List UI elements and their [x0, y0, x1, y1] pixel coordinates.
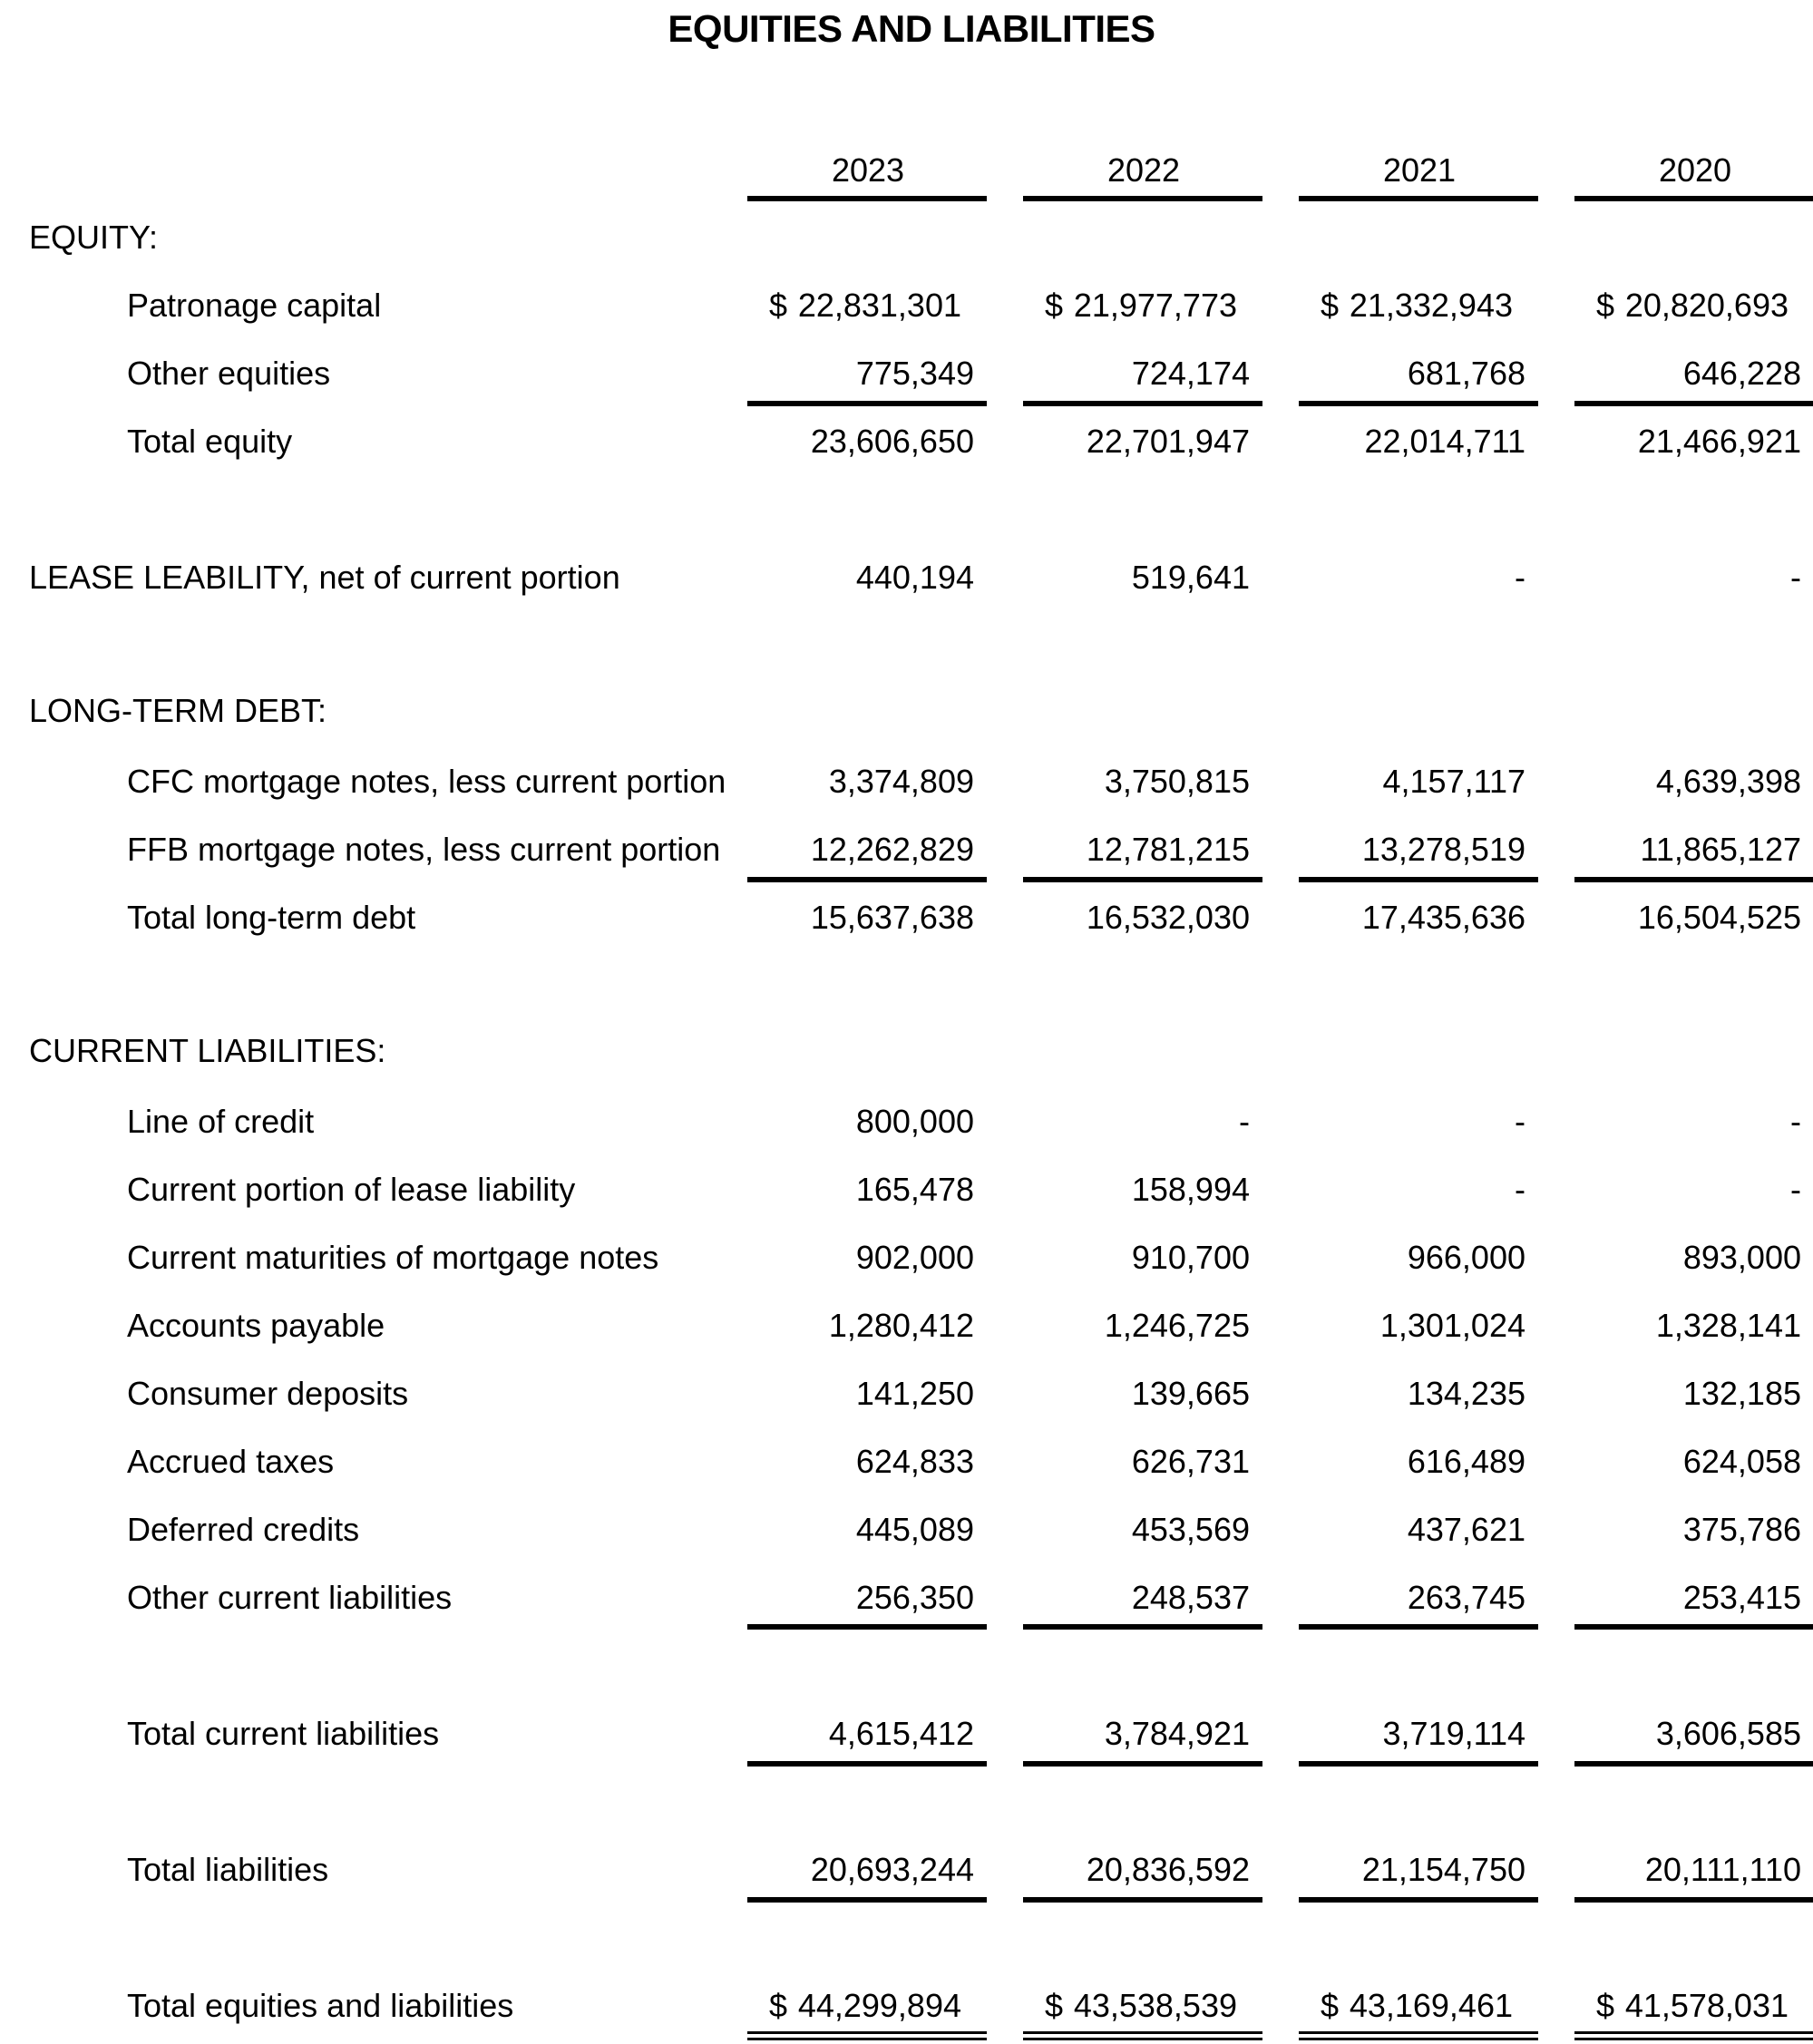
row-label-accounts-payable: Accounts payable: [127, 1307, 385, 1344]
cell-value: 20,693,244: [810, 1851, 974, 1888]
header-rule: [1574, 196, 1813, 201]
row-label-other-equities: Other equities: [127, 355, 331, 392]
cell-value: 12,781,215: [1086, 831, 1250, 868]
cell-value: 22,701,947: [1086, 423, 1250, 460]
cell-value: 21,154,750: [1361, 1851, 1525, 1888]
cell-value: 910,700: [1131, 1239, 1250, 1276]
double-rule: [1023, 2031, 1262, 2040]
row-label-consumer-deposits: Consumer deposits: [127, 1375, 409, 1412]
subtotal-rule: [1299, 401, 1538, 406]
subtotal-rule: [1299, 1761, 1538, 1767]
subtotal-rule: [1023, 1897, 1262, 1903]
subtotal-rule: [1574, 1624, 1813, 1630]
cell-value: 13,278,519: [1361, 831, 1525, 868]
cell-value: -: [1515, 559, 1525, 596]
currency-symbol: $: [1596, 287, 1615, 324]
subtotal-rule: [1023, 877, 1262, 882]
year-header: 2021: [1382, 151, 1457, 189]
subtotal-rule: [747, 401, 987, 406]
cell-value: 624,058: [1682, 1443, 1801, 1480]
currency-symbol: $: [769, 1987, 788, 2024]
cell-value: -: [1790, 559, 1801, 596]
cell-value: 248,537: [1131, 1579, 1250, 1616]
cell-value: 20,836,592: [1086, 1851, 1250, 1888]
row-label-total-liabilities: Total liabilities: [127, 1851, 329, 1888]
double-rule: [1299, 2031, 1538, 2040]
subtotal-rule: [1023, 401, 1262, 406]
cell-value: 375,786: [1682, 1511, 1801, 1548]
cell-value: 902,000: [855, 1239, 974, 1276]
currency-symbol: $: [769, 287, 788, 324]
cell-value: 21,332,943: [1349, 287, 1513, 324]
cell-value: 22,014,711: [1364, 423, 1525, 460]
cell-value: 21,466,921: [1637, 423, 1801, 460]
cell-value: 139,665: [1131, 1375, 1250, 1412]
row-label-accrued-taxes: Accrued taxes: [127, 1443, 335, 1480]
section-lease: LEASE LEABILITY, net of current portion: [29, 559, 620, 596]
cell-value: 1,328,141: [1655, 1307, 1801, 1344]
cell-value: 453,569: [1131, 1511, 1250, 1548]
currency-symbol: $: [1045, 1987, 1064, 2024]
subtotal-rule: [1299, 877, 1538, 882]
cell-value: 4,639,398: [1655, 763, 1801, 800]
subtotal-rule: [1574, 877, 1813, 882]
subtotal-rule: [747, 1624, 987, 1630]
cell-value: 41,578,031: [1624, 1987, 1789, 2024]
cell-value: -: [1515, 1103, 1525, 1140]
cell-value: 158,994: [1131, 1171, 1250, 1208]
subtotal-rule: [1574, 401, 1813, 406]
row-label-total-long-term-debt: Total long-term debt: [127, 899, 416, 936]
cell-value: 1,301,024: [1379, 1307, 1525, 1344]
section-long-term-debt: LONG-TERM DEBT:: [29, 692, 327, 729]
currency-symbol: $: [1045, 287, 1064, 324]
cell-value: -: [1790, 1171, 1801, 1208]
cell-value: 15,637,638: [810, 899, 974, 936]
cell-value: 3,750,815: [1104, 763, 1250, 800]
subtotal-rule: [747, 1897, 987, 1903]
row-label-total-equities-liabilities: Total equities and liabilities: [127, 1987, 514, 2024]
cell-value: 21,977,773: [1073, 287, 1237, 324]
cell-value: 43,169,461: [1349, 1987, 1513, 2024]
cell-value: 4,157,117: [1382, 763, 1525, 800]
double-rule: [747, 2031, 987, 2040]
cell-value: 17,435,636: [1361, 899, 1525, 936]
row-label-deferred-credits: Deferred credits: [127, 1511, 360, 1548]
cell-value: 1,280,412: [828, 1307, 974, 1344]
cell-value: 20,820,693: [1624, 287, 1789, 324]
row-label-line-of-credit: Line of credit: [127, 1103, 315, 1140]
row-label-other-current: Other current liabilities: [127, 1579, 453, 1616]
cell-value: 132,185: [1682, 1375, 1801, 1412]
section-equity: EQUITY:: [29, 219, 159, 256]
cell-value: 3,374,809: [828, 763, 974, 800]
cell-value: 263,745: [1407, 1579, 1525, 1616]
subtotal-rule: [1023, 1761, 1262, 1767]
page-title: EQUITIES AND LIABILITIES: [668, 7, 1155, 50]
cell-value: 800,000: [855, 1103, 974, 1140]
cell-value: -: [1239, 1103, 1250, 1140]
cell-value: 23,606,650: [810, 423, 974, 460]
cell-value: 1,246,725: [1104, 1307, 1250, 1344]
cell-value: 437,621: [1407, 1511, 1525, 1548]
cell-value: -: [1790, 1103, 1801, 1140]
cell-value: 253,415: [1682, 1579, 1801, 1616]
currency-symbol: $: [1321, 1987, 1340, 2024]
subtotal-rule: [1574, 1897, 1813, 1903]
cell-value: 626,731: [1131, 1443, 1250, 1480]
row-label-current-lease: Current portion of lease liability: [127, 1171, 576, 1208]
cell-value: 256,350: [855, 1579, 974, 1616]
header-rule: [1023, 196, 1262, 201]
cell-value: 646,228: [1682, 355, 1801, 392]
cell-value: 43,538,539: [1073, 1987, 1237, 2024]
section-current-liabilities: CURRENT LIABILITIES:: [29, 1032, 386, 1069]
cell-value: 11,865,127: [1640, 831, 1801, 868]
row-label-current-maturities: Current maturities of mortgage notes: [127, 1239, 659, 1276]
subtotal-rule: [1299, 1624, 1538, 1630]
subtotal-rule: [1574, 1761, 1813, 1767]
header-rule: [747, 196, 987, 201]
year-header: 2022: [1106, 151, 1181, 189]
row-label-patronage-capital: Patronage capital: [127, 287, 382, 324]
cell-value: 3,606,585: [1655, 1715, 1801, 1752]
year-header: 2023: [831, 151, 905, 189]
cell-value: 445,089: [855, 1511, 974, 1548]
cell-value: 141,250: [855, 1375, 974, 1412]
row-label-cfc-mortgage: CFC mortgage notes, less current portion: [127, 763, 726, 800]
cell-value: 893,000: [1682, 1239, 1801, 1276]
cell-value: 966,000: [1407, 1239, 1525, 1276]
cell-value: 724,174: [1131, 355, 1250, 392]
cell-value: -: [1515, 1171, 1525, 1208]
cell-value: 44,299,894: [797, 1987, 961, 2024]
cell-value: 775,349: [855, 355, 974, 392]
cell-value: 624,833: [855, 1443, 974, 1480]
row-label-total-equity: Total equity: [127, 423, 293, 460]
subtotal-rule: [1023, 1624, 1262, 1630]
cell-value: 12,262,829: [810, 831, 974, 868]
cell-value: 16,532,030: [1086, 899, 1250, 936]
currency-symbol: $: [1321, 287, 1340, 324]
cell-value: 20,111,110: [1644, 1851, 1801, 1888]
cell-value: 22,831,301: [797, 287, 961, 324]
row-label-ffb-mortgage: FFB mortgage notes, less current portion: [127, 831, 721, 868]
cell-value: 4,615,412: [828, 1715, 974, 1752]
subtotal-rule: [747, 1761, 987, 1767]
cell-value: 16,504,525: [1637, 899, 1801, 936]
cell-value: 616,489: [1407, 1443, 1525, 1480]
currency-symbol: $: [1596, 1987, 1615, 2024]
cell-value: 3,719,114: [1382, 1715, 1525, 1752]
cell-value: 3,784,921: [1104, 1715, 1250, 1752]
subtotal-rule: [1299, 1897, 1538, 1903]
cell-value: 519,641: [1131, 559, 1250, 596]
subtotal-rule: [747, 877, 987, 882]
double-rule: [1574, 2031, 1813, 2040]
header-rule: [1299, 196, 1538, 201]
cell-value: 440,194: [855, 559, 974, 596]
row-label-total-current: Total current liabilities: [127, 1715, 440, 1752]
year-header: 2020: [1658, 151, 1732, 189]
cell-value: 681,768: [1407, 355, 1525, 392]
cell-value: 165,478: [855, 1171, 974, 1208]
cell-value: 134,235: [1407, 1375, 1525, 1412]
